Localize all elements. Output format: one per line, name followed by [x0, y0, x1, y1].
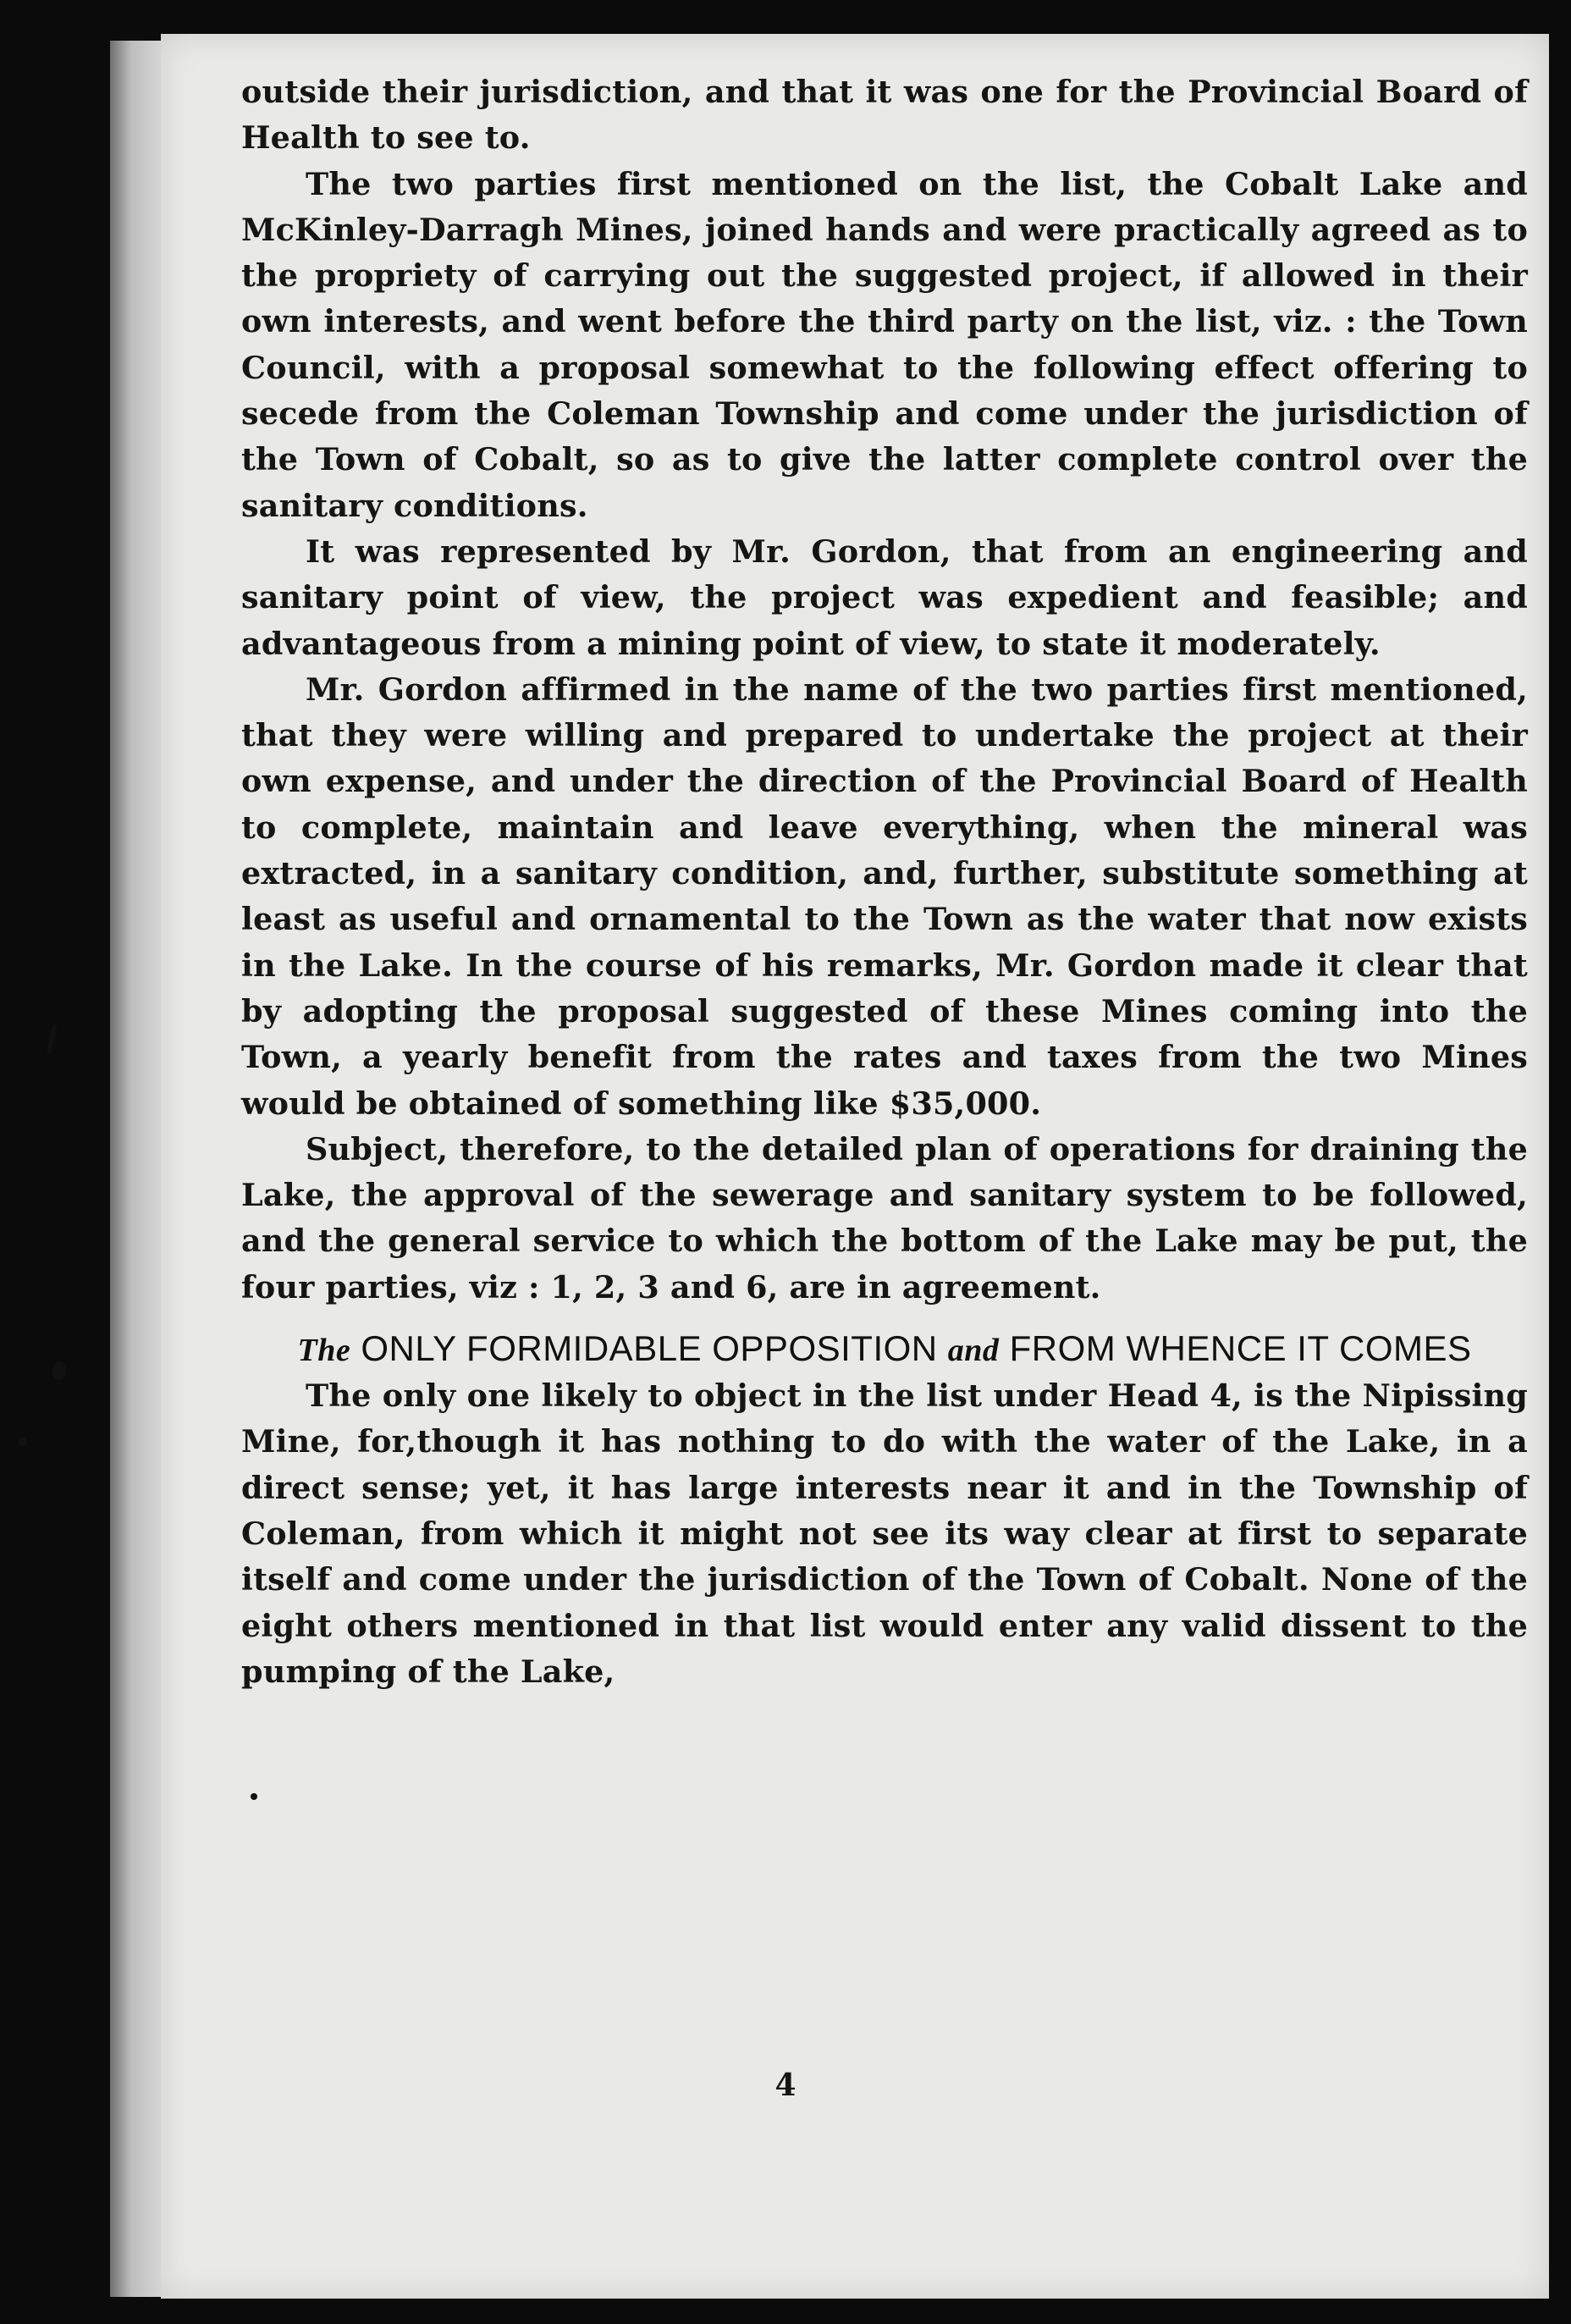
paragraph-5: Subject, therefore, to the detailed plan of operations for draining the Lake, the approval of the sewerage and sanitary system to be followed, and the general service to which the bottom of the Lake may be put, the four parties, viz : 1, 2, 3 and 6, are in agreement. [241, 1130, 1528, 1306]
film-speck [52, 1361, 66, 1380]
paragraph-4: Mr. Gordon affirmed in the name of the two parties first mentioned, that they were willing and prepared to undertake the project at their own expense, and under the direction of the Provincial Board of Health to complete, maintain and leave everything, when the mineral was extracted, in a sanitary condition, and, further, substitute something at least as useful and ornamental to the Town as the water that now exists in the Lake. In the course of his remarks, Mr. Gordon made it clear that by adopting the proposal suggested of these Mines coming into the Town, a yearly benefit from the rates and taxes from the two Mines would be obtained of something like $35,000. [241, 671, 1528, 1122]
heading-part-2: FROM WHENCE IT COMES [1009, 1328, 1472, 1369]
heading-word-the: The [297, 1333, 351, 1369]
paragraph-2: The two parties first mentioned on the list, the Cobalt Lake and McKinley-Darragh Mines, joined hands and were practically agreed as to the propriety of carrying out the suggested project, if allowed in their own interests, and went before the third party on the list, viz. : the Town Council, with a proposal somewhat to the following effect offering to secede from the Coleman Township and come under the jurisdiction of the Town of Cobalt, so as to give the latter complete control over the sanitary conditions. [241, 165, 1528, 524]
page-body-text [241, 69, 1528, 1695]
section-heading [241, 1326, 1528, 1373]
paragraph-6: The only one likely to object in the list under Head 4, is the Nipissing Mine, for,though it has nothing to do with the water of the Lake, in a direct sense; yet, it has large interests near it and in the Township of Coleman, from which it might not see its way clear at first to separate itself and come under the jurisdiction of the Town of Cobalt. None of the eight others mentioned in that list would enter any valid dissent to the pumping of the Lake, [241, 1377, 1528, 1690]
film-speck [251, 1793, 257, 1800]
heading-word-and: and [947, 1333, 1000, 1369]
paragraph-1: outside their jurisdiction, and that it was one for the Provincial Board of Health to see to. [241, 74, 1528, 157]
heading-part-1: ONLY FORMIDABLE OPPOSITION [361, 1328, 938, 1369]
paragraph-3: It was represented by Mr. Gordon, that from an engineering and sanitary point of view, the project was expedient and feasible; and advantageous from a mining point of view, to state it moderately. [241, 533, 1528, 662]
film-speck [19, 1438, 27, 1446]
film-edge-strip [110, 41, 163, 2297]
film-speck [47, 1024, 58, 1054]
page-number: 4 [774, 2067, 797, 2103]
